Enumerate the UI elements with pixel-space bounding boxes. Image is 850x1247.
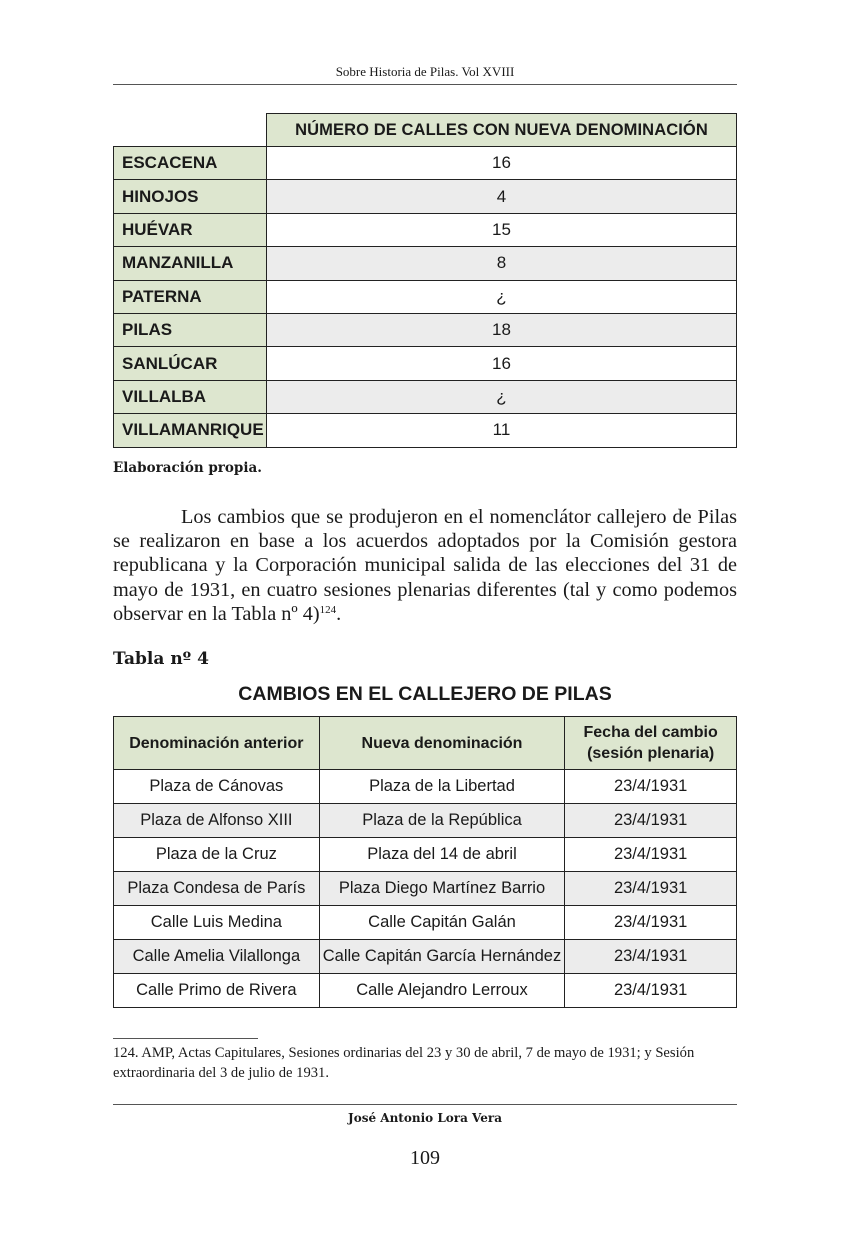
old-name-cell: Plaza de la Cruz <box>114 838 320 872</box>
new-name-cell: Plaza de la República <box>319 804 565 838</box>
old-name-cell: Calle Amelia Vilallonga <box>114 940 320 974</box>
table-row <box>114 906 737 940</box>
street-count: 8 <box>267 247 737 280</box>
table-row <box>114 347 737 380</box>
date-cell: 23/4/1931 <box>565 974 737 1008</box>
new-name-cell: Plaza del 14 de abril <box>319 838 565 872</box>
paragraph-text: Los cambios que se produjeron en el nomenclátor callejero de Pilas se realizaron en base a los acuerdos adoptados por la Comisión gestora republicana y la Corporación municipal salida de las elecciones del 31 de mayo de 1931, en cuatro sesiones plenarias diferentes (tal y como podemos observar en la Tabla nº 4) <box>113 506 737 625</box>
date-cell: 23/4/1931 <box>565 872 737 906</box>
new-name-cell: Plaza de la Libertad <box>319 770 565 804</box>
municipality-name: MANZANILLA <box>114 247 267 280</box>
date-cell: 23/4/1931 <box>565 838 737 872</box>
table-row <box>114 247 737 280</box>
table-corner-cell <box>114 114 267 147</box>
footnote-reference[interactable]: 124 <box>319 603 337 616</box>
old-name-cell: Plaza Condesa de París <box>114 872 320 906</box>
column-header-old-name: Denominación anterior <box>114 717 320 770</box>
date-cell: 23/4/1931 <box>565 804 737 838</box>
table-row <box>114 280 737 313</box>
table-row <box>114 770 737 804</box>
table-row <box>114 180 737 213</box>
date-header-line1: Fecha del cambio <box>583 724 718 741</box>
column-header: NÚMERO DE CALLES CON NUEVA DENOMINACIÓN <box>267 114 737 147</box>
table-row <box>114 872 737 906</box>
footer-rule <box>113 1104 737 1105</box>
running-header: Sobre Historia de Pilas. Vol XVIII <box>335 64 515 79</box>
municipality-name: PATERNA <box>114 280 267 313</box>
new-name-cell: Calle Capitán García Hernández <box>319 940 565 974</box>
municipality-name: HUÉVAR <box>114 213 267 246</box>
header-rule <box>113 84 737 85</box>
table-row <box>114 940 737 974</box>
table-row <box>114 838 737 872</box>
municipality-name: PILAS <box>114 313 267 346</box>
table-row <box>114 804 737 838</box>
date-cell: 23/4/1931 <box>565 940 737 974</box>
page-number: 109 <box>410 1147 440 1169</box>
table-row <box>114 414 737 447</box>
street-count: 18 <box>267 313 737 346</box>
old-name-cell: Calle Luis Medina <box>114 906 320 940</box>
date-header-line2: (sesión plenaria) <box>587 745 715 762</box>
body-paragraph <box>113 505 737 626</box>
table-row <box>114 313 737 346</box>
footnote-separator <box>113 1038 258 1039</box>
table-label: Tabla nº 4 <box>113 649 209 669</box>
paragraph-end: . <box>336 602 342 625</box>
table-source-note: Elaboración propia. <box>113 460 262 476</box>
municipality-name: VILLALBA <box>114 380 267 413</box>
table-header-row <box>114 114 737 147</box>
street-count: 4 <box>267 180 737 213</box>
table-row <box>114 147 737 180</box>
old-name-cell: Plaza de Cánovas <box>114 770 320 804</box>
column-header-new-name: Nueva denominación <box>319 717 565 770</box>
footnote: 124. AMP, Actas Capitulares, Sesiones ordinarias del 23 y 30 de abril, 7 de mayo de 1931; y Sesión extraordinaria del 3 de julio de 1931. <box>113 1045 695 1081</box>
street-count: 16 <box>267 147 737 180</box>
street-changes-table <box>113 716 737 1008</box>
municipality-name: ESCACENA <box>114 147 267 180</box>
table-row <box>114 974 737 1008</box>
street-count: ¿ <box>267 280 737 313</box>
date-cell: 23/4/1931 <box>565 770 737 804</box>
old-name-cell: Plaza de Alfonso XIII <box>114 804 320 838</box>
old-name-cell: Calle Primo de Rivera <box>114 974 320 1008</box>
street-count: 16 <box>267 347 737 380</box>
new-name-cell: Plaza Diego Martínez Barrio <box>319 872 565 906</box>
new-name-cell: Calle Alejandro Lerroux <box>319 974 565 1008</box>
municipality-name: HINOJOS <box>114 180 267 213</box>
street-count: 15 <box>267 213 737 246</box>
municipality-name: VILLAMANRIQUE <box>114 414 267 447</box>
municipality-name: SANLÚCAR <box>114 347 267 380</box>
street-count: 11 <box>267 414 737 447</box>
column-header-date <box>565 717 737 770</box>
date-cell: 23/4/1931 <box>565 906 737 940</box>
table-header-row <box>114 717 737 770</box>
table-row <box>114 380 737 413</box>
streets-count-table <box>113 113 737 448</box>
street-count: ¿ <box>267 380 737 413</box>
table-title: CAMBIOS EN EL CALLEJERO DE PILAS <box>238 683 612 705</box>
new-name-cell: Calle Capitán Galán <box>319 906 565 940</box>
author-name: José Antonio Lora Vera <box>348 1111 502 1125</box>
table-row <box>114 213 737 246</box>
